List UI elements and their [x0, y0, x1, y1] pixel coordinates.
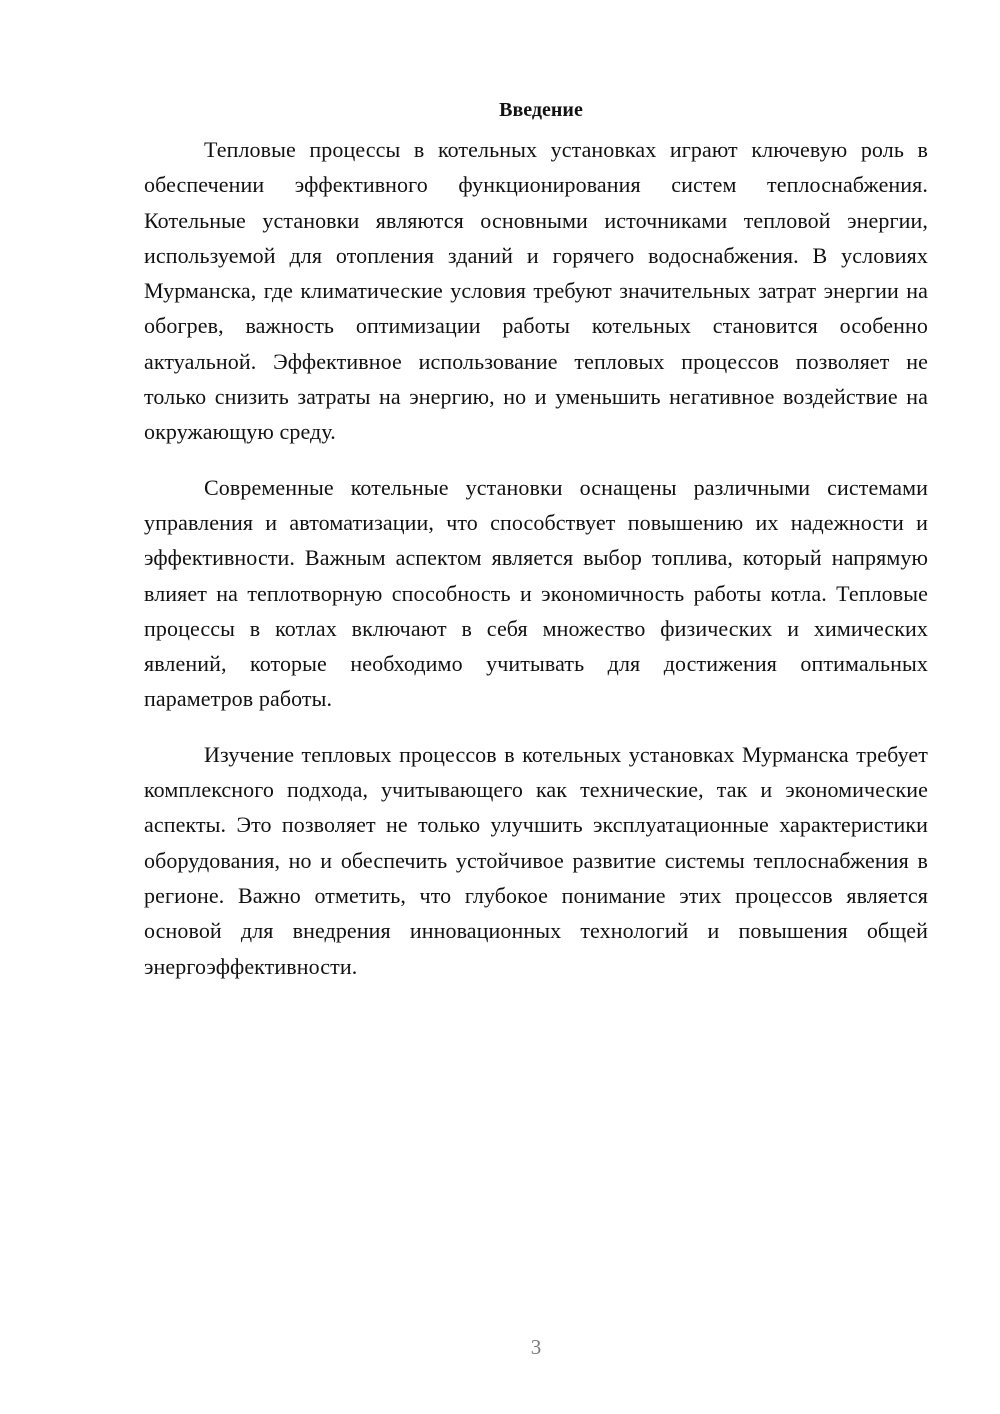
paragraph-3: Изучение тепловых процессов в котельных установках Мурманска требует комплексного подхода, учитывающего как технические, так и экономические аспекты. Это позволяет не только улучшить эксплуатационные характеристики оборудования, но и обеспечить устойчивое развитие системы теплоснабжения в регионе. Важно отметить, что глубокое понимание этих процессов является основой для внедрения инновационных технологий и повышения общей энергоэффективности.	[144, 741, 928, 979]
page-content	[144, 96, 928, 1004]
section-title: Введение	[499, 99, 583, 121]
page-number: 3	[530, 1335, 542, 1359]
paragraph-1: Тепловые процессы в котельных установках играют ключевую роль в обеспечении эффективного функционирования систем теплоснабжения. Котельные установки являются основными источниками тепловой энергии, используемой для отопления зданий и горячего водоснабжения. В условиях Мурманска, где климатические условия требуют значительных затрат энергии на обогрев, важность оптимизации работы котельных становится особенно актуальной. Эффективное использование тепловых процессов позволяет не только снизить затраты на энергию, но и уменьшить негативное воздействие на окружающую среду.	[144, 137, 928, 445]
paragraph-2: Современные котельные установки оснащены различными системами управления и автоматизации, что способствует повышению их надежности и эффективности. Важным аспектом является выбор топлива, который напрямую влияет на теплотворную способность и экономичность работы котла. Тепловые процессы в котлах включают в себя множество физических и химических явлений, которые необходимо учитывать для достижения оптимальных параметров работы.	[144, 474, 928, 712]
